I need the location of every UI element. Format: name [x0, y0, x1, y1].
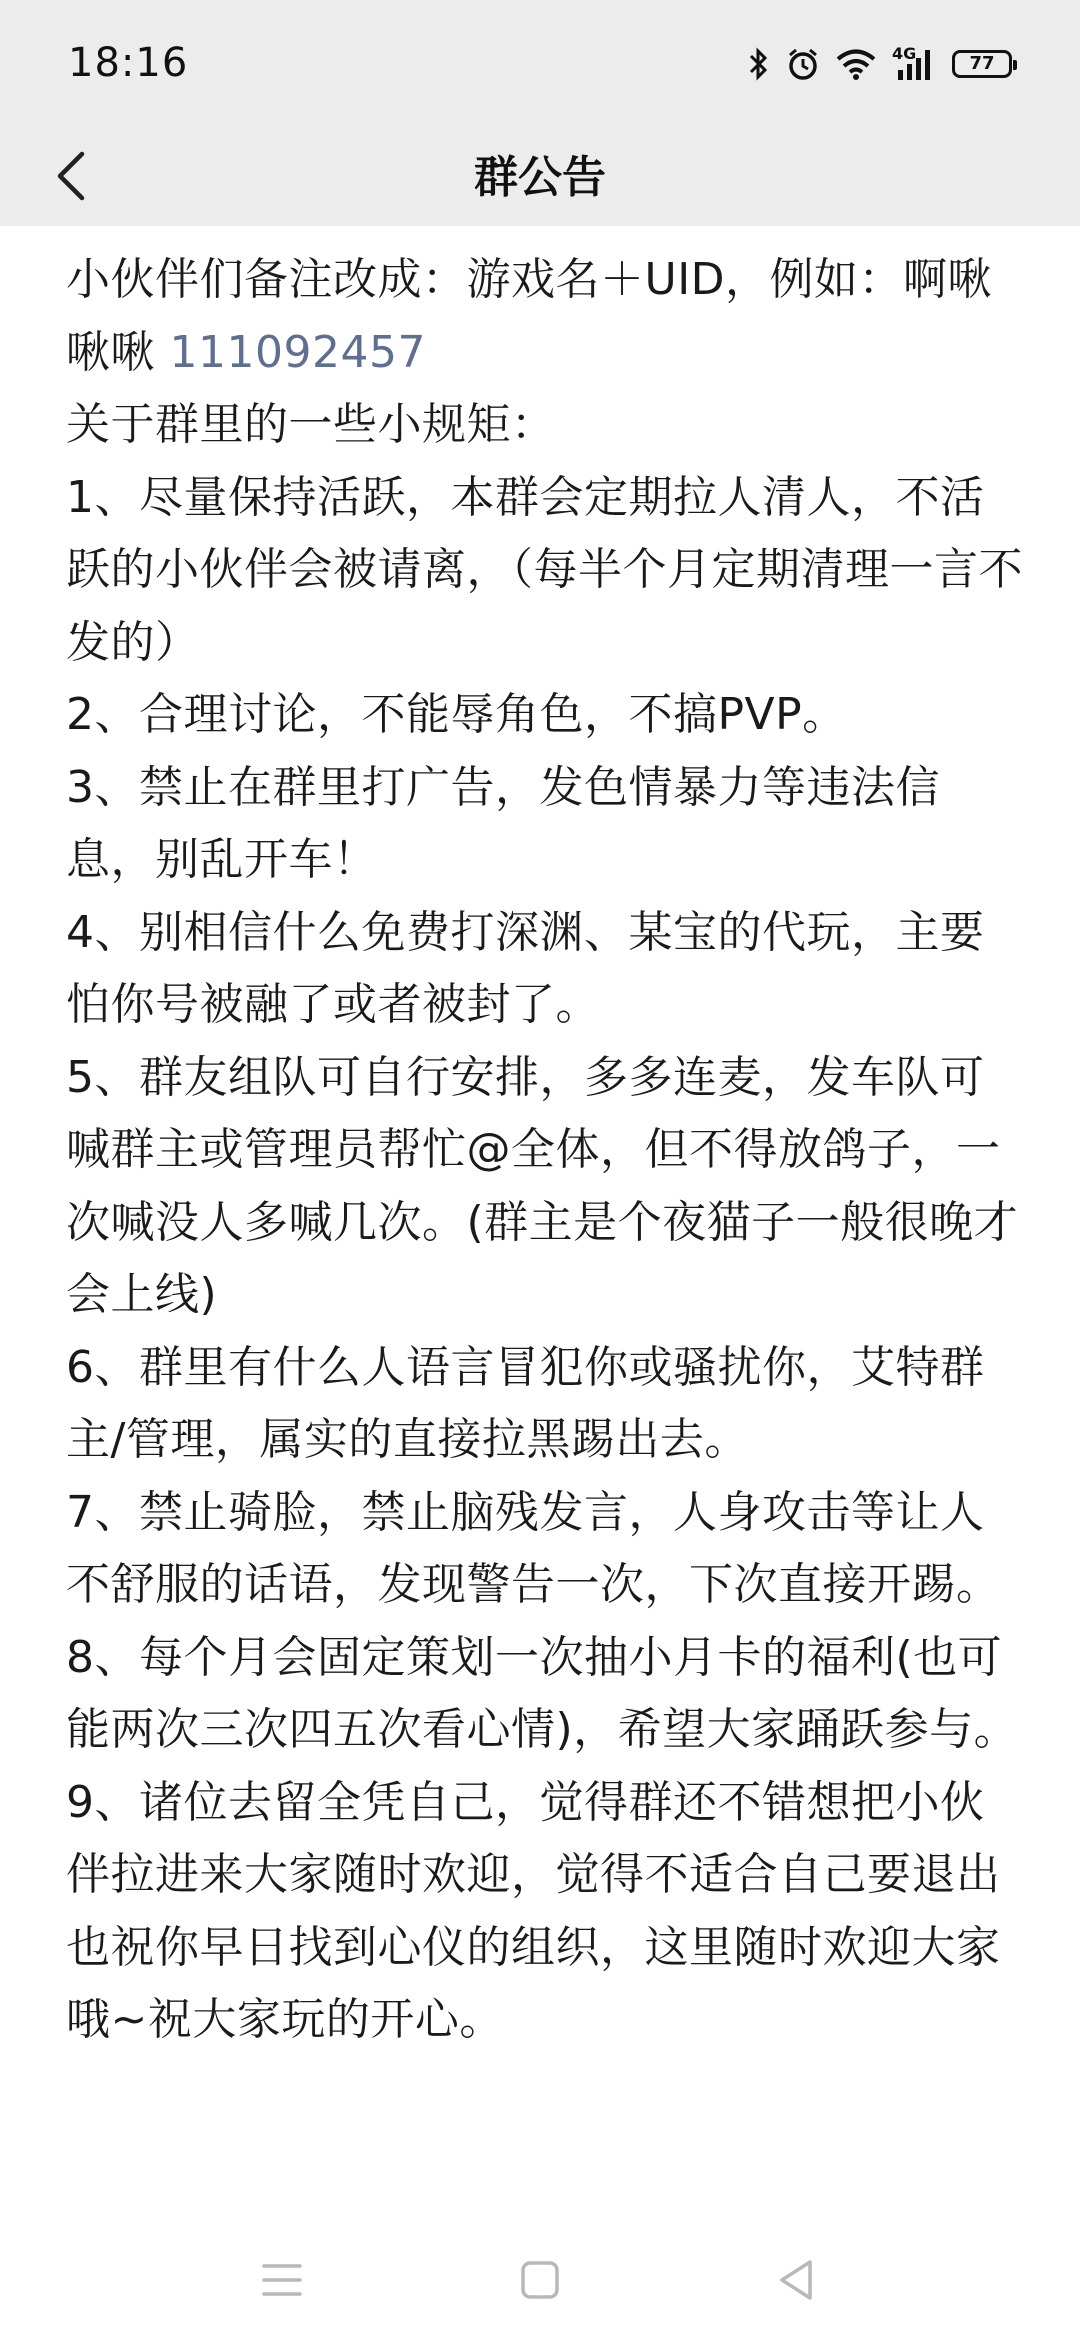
rule-2: 2、合理讨论，不能辱角色，不搞PVP。 — [66, 689, 847, 740]
status-bar — [0, 0, 1080, 130]
battery-icon: 77 — [952, 50, 1012, 78]
wifi-icon — [836, 48, 876, 80]
rule-6: 6、群里有什么人语言冒犯你或骚扰你，艾特群主/管理，属实的直接拉黑踢出去。 — [66, 1341, 985, 1465]
rule-5: 5、群友组队可自行安排，多多连麦，发车队可喊群主或管理员帮忙@全体，但不得放鸽子，一次喊没人多喊几次。(群主是个夜猫子一般很晚才会上线) — [66, 1051, 1019, 1320]
status-icons — [748, 44, 1012, 84]
home-square-icon — [518, 2258, 562, 2306]
home-button[interactable] — [510, 2252, 570, 2312]
rule-9: 9、诸位去留全凭自己，觉得群还不错想把小伙伴拉进来大家随时欢迎，觉得不适合自己要退出也祝你早日找到心仪的组织，这里随时欢迎大家哦~祝大家玩的开心。 — [66, 1776, 1001, 2045]
announcement-text: 小伙伴们备注改成：游戏名＋UID，例如：啊啾啾啾 — [66, 254, 993, 378]
title-bar — [0, 130, 1080, 226]
status-time: 18:16 — [68, 40, 189, 86]
bluetooth-icon — [748, 47, 770, 81]
rule-1: 1、尽量保持活跃，本群会定期拉人清人，不活跃的小伙伴会被请离，（每半个月定期清理一言不发的） — [66, 471, 1023, 668]
alarm-icon — [786, 47, 820, 81]
rule-3: 3、禁止在群里打广告，发色情暴力等违法信息，别乱开车！ — [66, 761, 940, 885]
system-navigation-bar — [0, 2200, 1080, 2340]
network-type: 4G — [892, 44, 917, 63]
back-triangle-icon — [774, 2258, 818, 2306]
rule-7: 7、禁止骑脸，禁止脑残发言，人身攻击等让人不舒服的话语，发现警告一次，下次直接开踢。 — [66, 1486, 1001, 1610]
cellular-4g-icon — [892, 46, 936, 82]
announcement-paragraph: 关于群里的一些小规矩： — [66, 399, 556, 450]
menu-icon — [260, 2260, 304, 2304]
page-title: 群公告 — [474, 152, 606, 203]
rule-8: 8、每个月会固定策划一次抽小月卡的福利(也可能两次三次四五次看心情)，希望大家踊跃参与。 — [66, 1631, 1019, 1755]
announcement-content — [66, 244, 1026, 2200]
uid-number-link[interactable]: 111092457 — [169, 326, 426, 378]
recent-apps-button[interactable] — [252, 2252, 312, 2312]
announcement-line-uid — [66, 244, 1026, 389]
rule-4: 4、别相信什么免费打深渊、某宝的代玩，主要怕你号被融了或者被封了。 — [66, 906, 985, 1030]
system-back-button[interactable] — [766, 2252, 826, 2312]
